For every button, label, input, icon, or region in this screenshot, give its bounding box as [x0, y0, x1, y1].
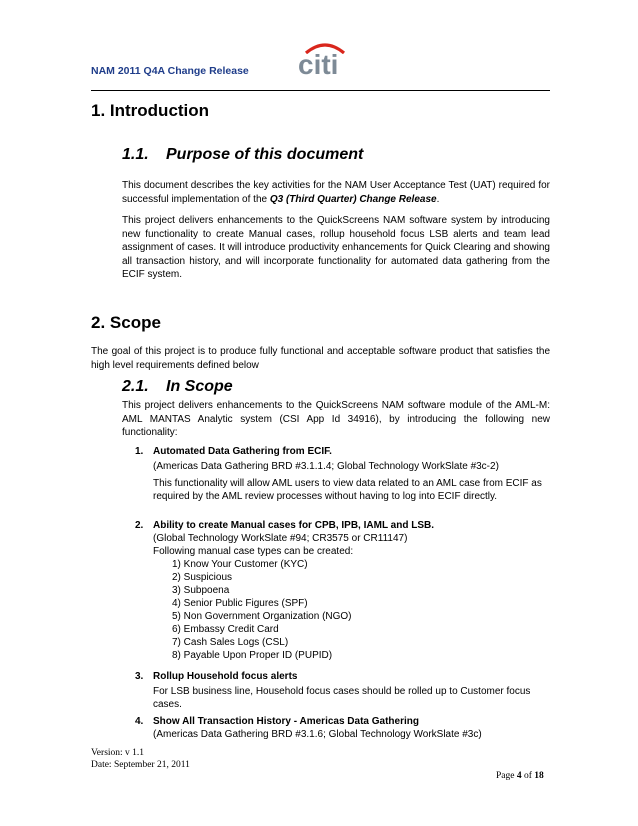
page-label: Page [496, 771, 517, 781]
list-item-number: 1. [135, 446, 144, 457]
list-item-number: 4. [135, 716, 144, 727]
list-item-title: Ability to create Manual cases for CPB, IPB, IAML and LSB. [153, 520, 434, 531]
list-item-lead: Following manual case types can be created: [153, 546, 354, 557]
para-bold-text: Q3 (Third Quarter) Change Release [269, 193, 437, 205]
case-type-item: 7) Cash Sales Logs (CSL) [172, 637, 289, 648]
case-type-item: 3) Subpoena [172, 585, 230, 596]
list-item-title: Show All Transaction History - Americas Data Gathering [153, 716, 419, 727]
citi-logo [296, 40, 358, 80]
scope-paragraph: The goal of this project is to produce fully functional and acceptable software product that satisfies the high level requirements defined below [91, 346, 550, 371]
purpose-paragraph-2: This project delivers enhancements to the QuickScreens NAM software system by introducing new functionality to create Manual cases, rollup household focus LSB alerts and team lead assignment of cases. It will introduce productivity enhancements for Quick Clearing and showing all transaction history, and will incorporate functionality for automated data gathering from the ECIF system. [122, 215, 550, 281]
section-1-1-heading [122, 146, 363, 164]
para-text: This document describes the key activities for the NAM User Acceptance Test (UAT) required for successful implementation of the [122, 180, 550, 205]
list-item-title: Automated Data Gathering from ECIF. [153, 446, 332, 457]
list-item-description: This functionality will allow AML users to view data related to an AML case from ECIF as required by the AML review processes without having to log into ECIF directly. [153, 478, 542, 502]
list-item-title: Rollup Household focus alerts [153, 671, 298, 682]
page-total: 18 [534, 771, 544, 781]
section-1-heading: 1. Introduction [91, 101, 210, 120]
list-item-reference: (Americas Data Gathering BRD #3.1.6; Global Technology WorkSlate #3c) [153, 729, 482, 740]
section-number: 1.1. [122, 146, 149, 163]
list-item-description: For LSB business line, Household focus cases should be rolled up to Customer focus cases. [153, 686, 531, 710]
list-item-reference: (Global Technology WorkSlate #94; CR3575 or CR11147) [153, 533, 408, 544]
footer-date: Date: September 21, 2011 [91, 760, 190, 770]
section-title: Purpose of this document [166, 146, 364, 163]
case-type-item: 4) Senior Public Figures (SPF) [172, 598, 308, 609]
section-title: In Scope [166, 378, 233, 395]
case-type-item: 2) Suspicious [172, 572, 233, 583]
list-item-number: 3. [135, 671, 144, 682]
in-scope-paragraph: This project delivers enhancements to the QuickScreens NAM software module of the AML-M: AML MANTAS Analytic system (CSI App Id 34916), by introducing the following new functionality: [122, 400, 550, 439]
section-2-1-heading [122, 378, 233, 396]
page-current: 4 [516, 771, 522, 781]
para-text-end: . [436, 193, 440, 205]
section-2-heading: 2. Scope [91, 313, 161, 332]
list-item-number: 2. [135, 520, 144, 531]
footer-page-number [496, 771, 544, 781]
footer-version: Version: v 1.1 [91, 748, 145, 758]
header-rule [91, 90, 550, 91]
case-type-item: 5) Non Government Organization (NGO) [172, 611, 352, 622]
header-release-label: NAM 2011 Q4A Change Release [91, 65, 249, 77]
case-type-item: 8) Payable Upon Proper ID (PUPID) [172, 650, 333, 661]
section-number: 2.1. [122, 378, 149, 395]
case-type-item: 6) Embassy Credit Card [172, 624, 279, 635]
case-type-item: 1) Know Your Customer (KYC) [172, 559, 308, 570]
logo-wordmark: citi [298, 49, 339, 80]
list-item-reference: (Americas Data Gathering BRD #3.1.1.4; Global Technology WorkSlate #3c-2) [153, 461, 499, 472]
purpose-paragraph-1 [122, 179, 550, 206]
page-of-label: of [521, 771, 535, 781]
